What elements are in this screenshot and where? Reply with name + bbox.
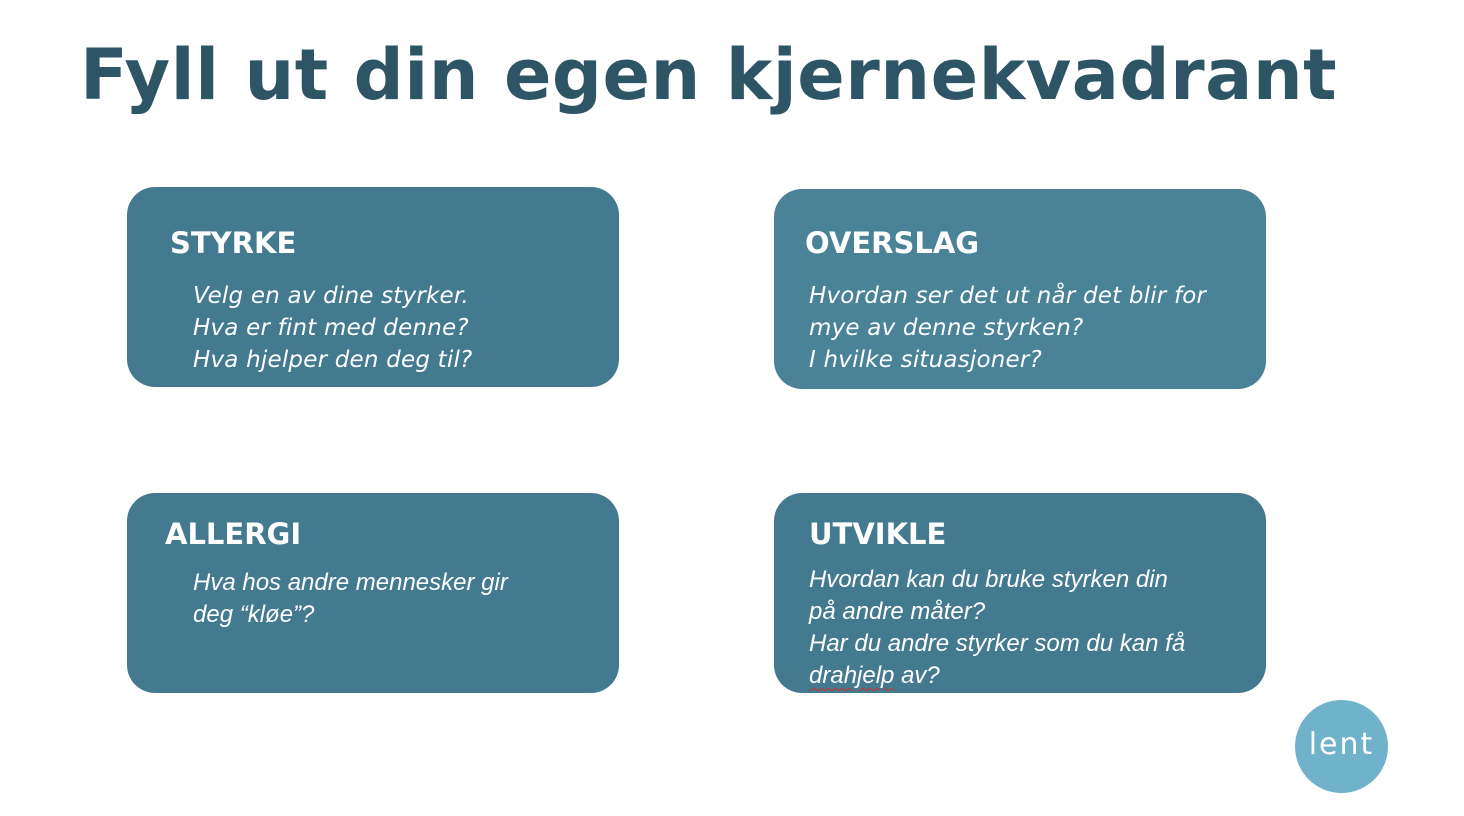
card-allergi — [127, 493, 619, 693]
lent-logo — [1295, 700, 1388, 793]
card-line: Hva hos andre mennesker gir — [193, 569, 508, 596]
card-heading: UTVIKLE — [809, 517, 947, 551]
card-body — [193, 280, 472, 376]
card-heading: OVERSLAG — [805, 226, 980, 260]
slide-title: Fyll ut din egen kjernekvadrant — [80, 34, 1338, 116]
card-line: på andre måter? — [809, 598, 986, 625]
card-utvikle — [774, 493, 1266, 693]
logo-text: lent — [1308, 727, 1375, 762]
card-line-rest: av? — [894, 662, 940, 689]
card-line: Har du andre styrker som du kan få — [809, 630, 1186, 657]
card-heading: ALLERGI — [165, 517, 302, 551]
card-overslag — [774, 189, 1266, 389]
card-line: Hva er fint med denne? — [193, 315, 469, 341]
card-line: Hvordan kan du bruke styrken din — [809, 566, 1168, 593]
card-body — [809, 564, 1185, 692]
card-styrke — [127, 187, 619, 387]
card-body — [193, 567, 508, 631]
spellcheck-word: drahjelp — [809, 662, 895, 689]
card-line: Hvordan ser det ut når det blir for — [809, 283, 1207, 309]
card-line: mye av denne styrken? — [809, 315, 1084, 341]
card-heading: STYRKE — [170, 226, 297, 260]
card-line — [809, 660, 1185, 692]
card-body — [809, 280, 1206, 376]
card-line: Hva hjelper den deg til? — [193, 347, 473, 373]
card-line: Velg en av dine styrker. — [193, 283, 469, 309]
card-line: I hvilke situasjoner? — [809, 347, 1042, 373]
card-line: deg “kløe”? — [193, 601, 315, 628]
